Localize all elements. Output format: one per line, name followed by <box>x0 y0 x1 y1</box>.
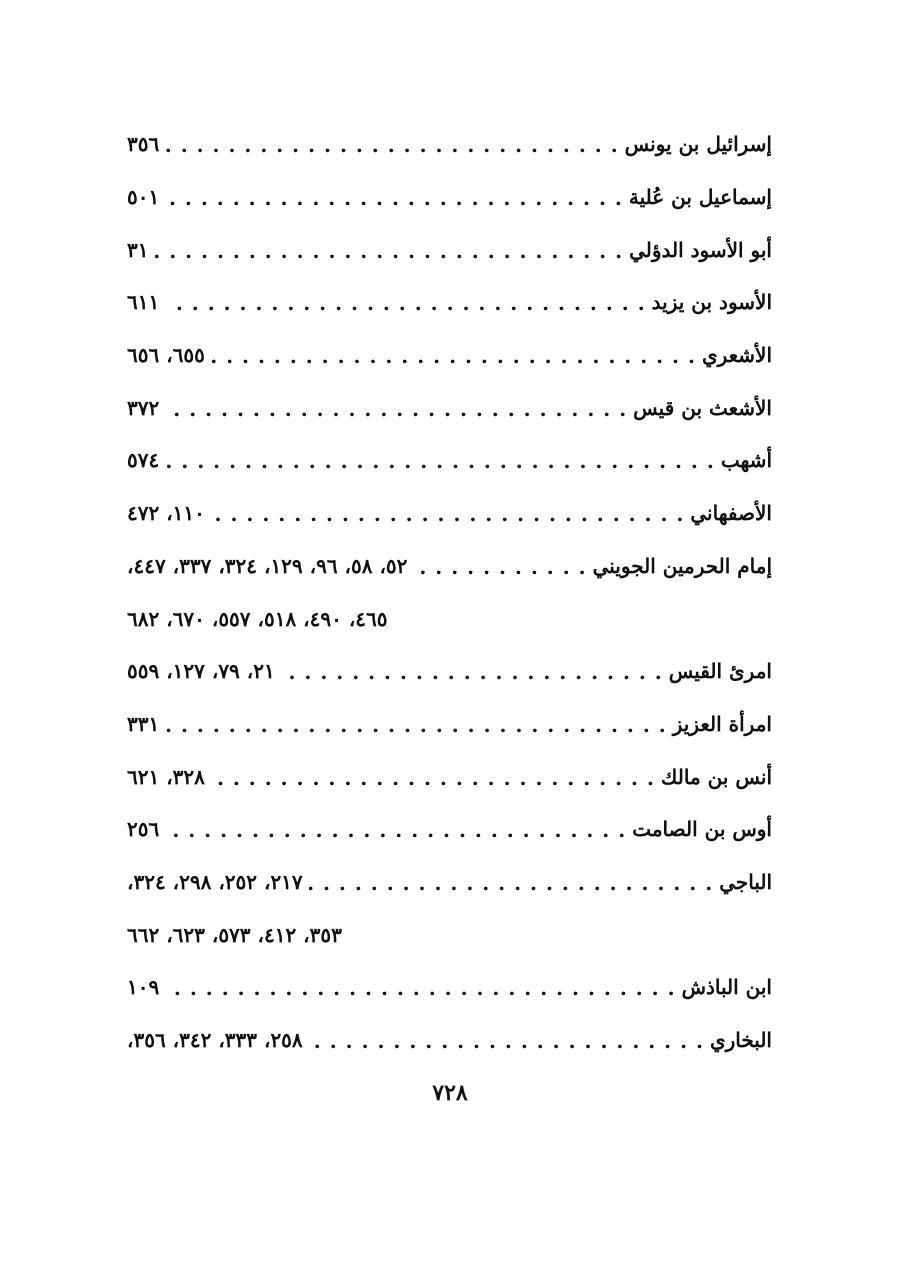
entry-name: إسرائيل بن يونس <box>624 132 772 157</box>
entry-name: الأشعث بن قيس <box>633 395 772 420</box>
index-entry <box>127 171 772 224</box>
entry-pages: ٥٢، ٥٨، ٩٦، ١٢٩، ٣٢٤، ٣٣٧، ٤٤٧، <box>127 553 408 578</box>
entry-pages: ٢١، ٧٩، ١٢٧، ٥٥٩ <box>127 659 275 684</box>
dot-leader <box>165 976 675 998</box>
dot-leader <box>281 660 663 682</box>
index-entries <box>127 118 772 1066</box>
index-entry <box>127 961 772 1014</box>
index-entry <box>127 803 772 856</box>
dot-leader <box>413 555 586 577</box>
entry-pages: ٣٢٨، ٦٢١ <box>127 764 205 789</box>
entry-pages: ٢١٧، ٢٥٢، ٢٩٨، ٣٢٤، <box>127 869 303 894</box>
entry-pages: ٥٠١ <box>127 185 160 210</box>
entry-pages: ٣٥٣، ٤١٢، ٥٧٣، ٦٢٣، ٦٦٢ <box>127 922 342 947</box>
entry-name: إمام الحرمين الجويني <box>592 553 772 578</box>
index-entry <box>127 698 772 751</box>
entry-pages: ٣١ <box>127 237 149 262</box>
index-entry <box>127 750 772 803</box>
index-entry <box>127 856 772 909</box>
index-entry <box>127 1014 772 1067</box>
entry-name: أوس بن الصامت <box>632 817 772 842</box>
dot-leader <box>165 186 623 208</box>
dot-leader <box>165 133 618 155</box>
entry-pages: ٣٧٢ <box>127 395 160 420</box>
index-entry <box>127 434 772 487</box>
index-entry <box>127 118 772 171</box>
entry-name: امرئ القيس <box>668 659 772 684</box>
entry-name: إسماعيل بن عُلية <box>628 185 772 210</box>
index-entry <box>127 276 772 329</box>
index-entry <box>127 540 772 593</box>
index-entry-continuation <box>127 592 772 645</box>
dot-leader <box>165 449 715 471</box>
dot-leader <box>165 818 626 840</box>
dot-leader <box>309 1029 704 1051</box>
entry-pages: ٢٥٨، ٣٣٣، ٣٤٢، ٣٥٦، <box>127 1028 303 1053</box>
dot-leader <box>309 871 714 893</box>
dot-leader <box>211 344 696 366</box>
index-entry <box>127 329 772 382</box>
entry-pages: ١١٠، ٤٧٢ <box>127 501 205 526</box>
entry-pages: ٣٣١ <box>127 711 160 736</box>
dot-leader <box>211 766 655 788</box>
entry-name: أبو الأسود الدؤلي <box>629 237 772 262</box>
dot-leader <box>165 291 645 313</box>
page-number: ٧٢٨ <box>432 1080 468 1106</box>
dot-leader <box>154 239 623 261</box>
dot-leader <box>165 713 667 735</box>
entry-pages: ٣٥٦ <box>127 132 160 157</box>
entry-name: ابن الباذش <box>681 975 772 1000</box>
entry-name: أنس بن مالك <box>660 764 772 789</box>
entry-pages: ٥٧٤ <box>127 448 160 473</box>
entry-name: أشهب <box>720 448 772 473</box>
entry-name: الأسود بن يزيد <box>651 290 772 315</box>
entry-name: الباجي <box>719 869 772 894</box>
entry-pages: ٤٦٥، ٤٩٠، ٥١٨، ٥٥٧، ٦٧٠، ٦٨٢ <box>127 606 388 631</box>
entry-pages: ٦٥٥، ٦٥٦ <box>127 343 205 368</box>
entry-name: امرأة العزيز <box>672 711 772 736</box>
index-entry-continuation <box>127 908 772 961</box>
index-entry <box>127 645 772 698</box>
entry-name: الأصفهاني <box>690 501 772 526</box>
index-entry <box>127 487 772 540</box>
entry-pages: ١٠٩ <box>127 975 160 1000</box>
dot-leader <box>211 502 684 524</box>
entry-name: البخاري <box>709 1028 772 1053</box>
index-entry <box>127 381 772 434</box>
entry-name: الأشعري <box>701 343 772 368</box>
entry-pages: ٦١١ <box>127 290 160 315</box>
entry-pages: ٢٥٦ <box>127 817 160 842</box>
index-entry <box>127 223 772 276</box>
dot-leader <box>165 397 627 419</box>
